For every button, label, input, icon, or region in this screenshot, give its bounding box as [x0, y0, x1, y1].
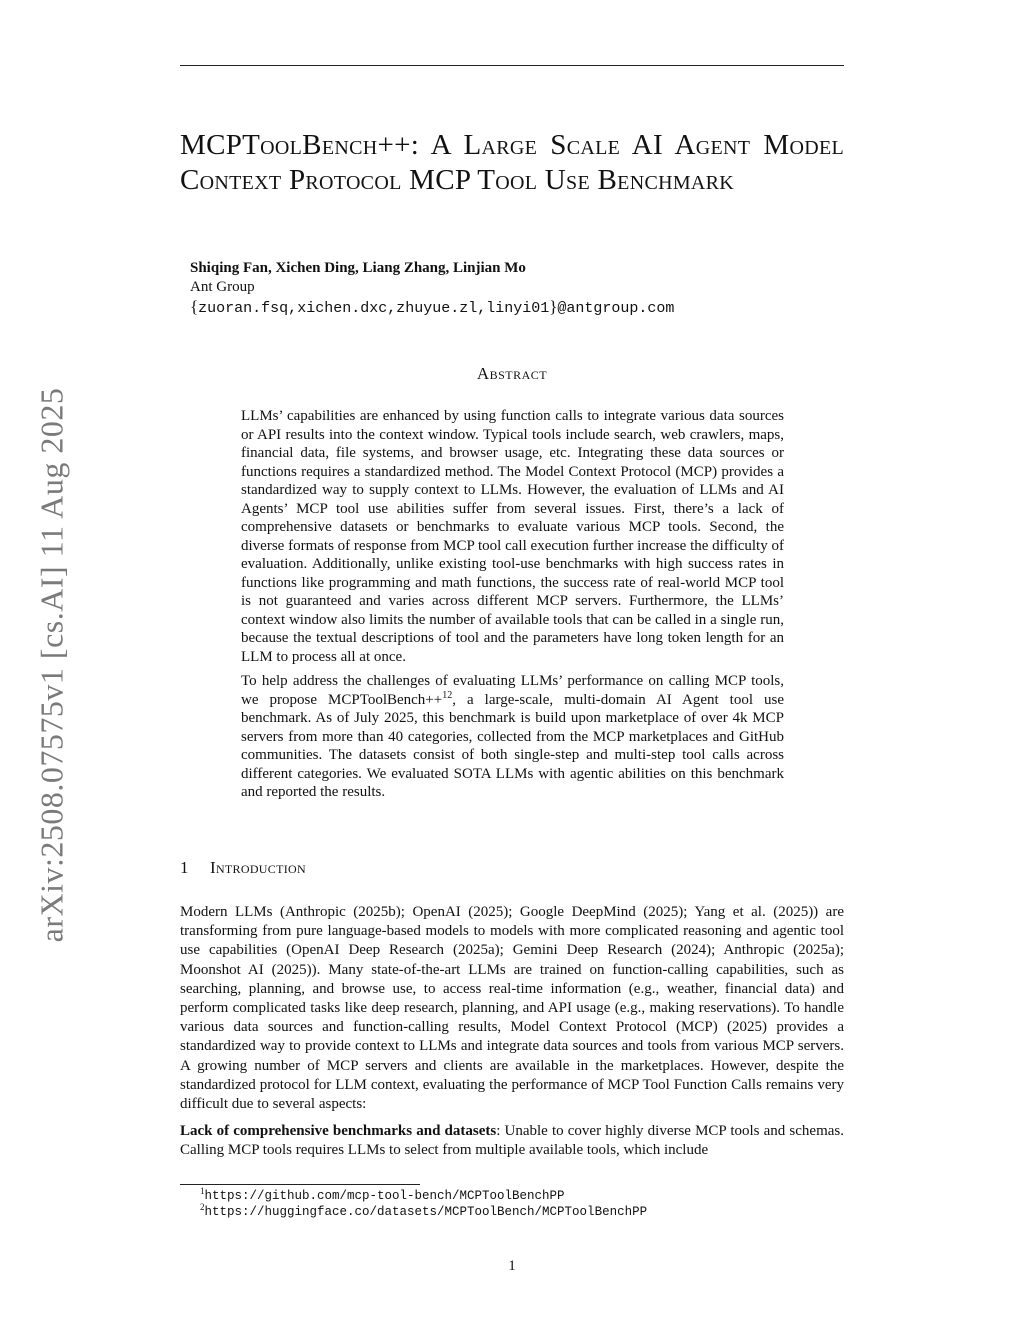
abstract-p2-text-b: , a large-scale, multi-domain AI Agent tool use benchmark. As of July 2025, this benchmark is build upon marketplace of over 4k MCP servers from more than 40 categories, collected from the MCP marketplaces and GitHub communities. The datasets consist of both single-step and multi-step tool calls across different categories. We evaluated SOTA LLMs with agentic abilities on this benchmark and reported the results. [241, 691, 785, 800]
authors: Shiqing Fan, Xichen Ding, Liang Zhang, Linjian Mo [190, 260, 526, 276]
footnote-2 [200, 1201, 648, 1220]
intro-paragraph-1: Modern LLMs (Anthropic (2025b); OpenAI (2025); Google DeepMind (2025); Yang et al. (2025)) are transforming from pure language-based models to models with more complicated reasoning and agentic tool use capabilities (OpenAI Deep Research (2025a); Gemini Deep Research (2024); Anthropic (2025a); Moonshot AI (2025)). Many state-of-the-art LLMs are trained on function-calling capabilities, such as searching, planning, and browse use, to access real-time information (e.g., weather, financial data) and perform complicated tasks like deep research, planning, and API usage (e.g., making reservations). To handle various data sources and function-calling results, Model Context Protocol (MCP) (2025) provides a standardized way to provide context to LLMs and integrate data sources and tools from various MCP servers. A growing number of MCP servers and clients are available in the marketplaces. However, despite the standardized protocol for LLM context, evaluating the performance of MCP Tool Function Calls remains very difficult due to several aspects: [180, 904, 844, 1113]
affiliation: Ant Group [190, 279, 255, 295]
abstract-p2-text-a: To help address the challenges of evaluating LLMs’ performance on calling MCP tools, we propose MCPToolBench++ [241, 673, 784, 708]
section-number: 1 [180, 858, 189, 877]
section-title: Introduction [210, 858, 306, 877]
abstract-paragraph-2 [241, 672, 784, 802]
arxiv-stamp[interactable]: arXiv:2508.07575v1 [cs.AI] 11 Aug 2025 [33, 387, 70, 943]
section-heading [180, 858, 306, 878]
footnote-ref[interactable]: 12 [442, 689, 453, 701]
footnote-rule [180, 1184, 420, 1185]
footnote-1-mark: 1 [200, 1185, 205, 1196]
intro-p2-text: : Unable to cover highly diverse MCP tools and schemas. Calling MCP tools requires LLMs to select from multiple available tools, which include [180, 1123, 844, 1159]
email-domain: @antgroup.com [557, 300, 675, 317]
paper-title: MCPToolBench++: A Large Scale AI Agent Model Context Protocol MCP Tool Use Benchmark [180, 129, 844, 196]
footnote-2-mark: 2 [200, 1201, 205, 1212]
intro-paragraph-2 [180, 1122, 844, 1160]
page-number: 1 [508, 1258, 516, 1274]
footnote-2-link[interactable]: https://huggingface.co/datasets/MCPToolBench/MCPToolBenchPP [204, 1205, 648, 1219]
email-close-brace: } [549, 297, 558, 316]
header-rule [180, 65, 844, 66]
footnotes [200, 1185, 648, 1220]
intro-p2-bold: Lack of comprehensive benchmarks and datasets [180, 1123, 497, 1140]
abstract-heading: Abstract [476, 364, 548, 383]
footnote-1-link[interactable]: https://github.com/mcp-tool-bench/MCPToolBenchPP [204, 1189, 565, 1203]
footnote-1 [200, 1185, 647, 1204]
introduction-body [180, 903, 844, 1169]
email-list: zuoran.fsq,xichen.dxc,zhuyue.zl,linyi01 [198, 300, 550, 317]
author-emails [190, 297, 674, 317]
email-open-brace: { [190, 297, 199, 316]
abstract-paragraph-1: LLMs’ capabilities are enhanced by using function calls to integrate various data sources or API results into the context window. Typical tools include search, web crawlers, maps, financial data, file systems, and browser usage, etc. Integrating these data sources or functions requires a standardized method. The Model Context Protocol (MCP) provides a standardized way to supply context to LLMs. However, the evaluation of LLMs and AI Agents’ MCP tool use abilities suffer from several issues. First, there’s a lack of comprehensive datasets or benchmarks to evaluate various MCP tools. Second, the diverse formats of response from MCP tool call execution further increase the difficulty of evaluation. Additionally, unlike existing tool-use benchmarks with high success rates in functions like programming and math functions, the success rate of real-world MCP tool is not guaranteed and varies across different MCP servers. Furthermore, the LLMs’ context window also limits the number of available tools that can be called in a single run, because the textual descriptions of tool and the parameters have long token length for an LLM to process all at once. [241, 408, 784, 665]
abstract [241, 407, 784, 808]
